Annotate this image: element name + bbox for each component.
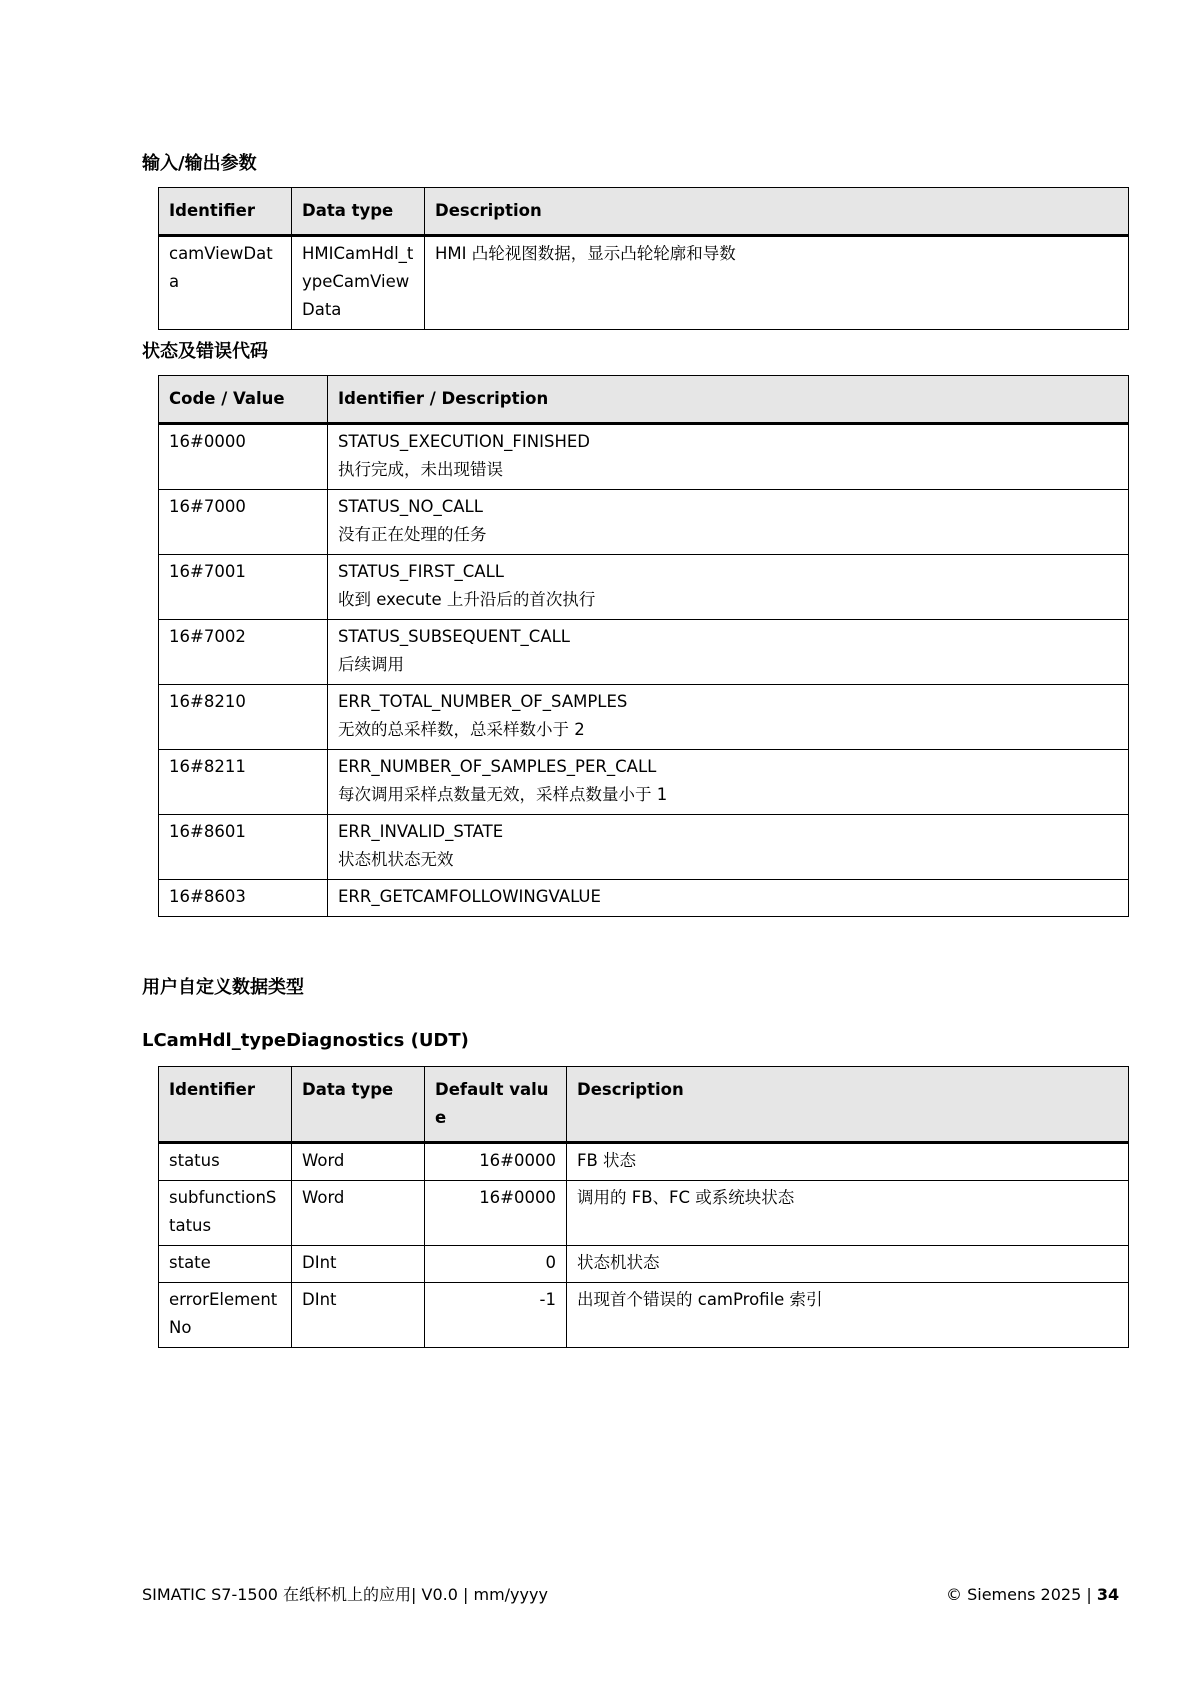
status-identifier: ERR_GETCAMFOLLOWINGVALUE — [338, 887, 601, 906]
data-type-cell: HMICamHdl_typeCamViewData — [292, 236, 425, 330]
status-identifier: ERR_NUMBER_OF_SAMPLES_PER_CALL — [338, 757, 657, 776]
status-description: 执行完成，未出现错误 — [338, 460, 503, 479]
default-value-cell: 16#0000 — [425, 1181, 567, 1246]
status-description: 无效的总采样数，总采样数小于 2 — [338, 720, 585, 739]
code-cell: 16#8603 — [159, 880, 328, 917]
column-header: Identifier / Description — [328, 376, 1129, 424]
column-header: Code / Value — [159, 376, 328, 424]
description-cell: FB 状态 — [567, 1143, 1129, 1181]
status-description: 状态机状态无效 — [338, 850, 454, 869]
table-header-row — [159, 188, 1129, 236]
footer-copyright: © Siemens 2025 | — [946, 1585, 1097, 1604]
io-params-heading: 输入/输出参数 — [142, 153, 257, 174]
data-type-cell: Word — [292, 1143, 425, 1181]
identifier-cell: errorElementNo — [159, 1283, 292, 1348]
udt-subheading: LCamHdl_typeDiagnostics (UDT) — [142, 1030, 469, 1051]
identifier-description-cell — [328, 750, 1129, 815]
status-identifier: STATUS_SUBSEQUENT_CALL — [338, 627, 570, 646]
table-row — [159, 424, 1129, 490]
identifier-cell: state — [159, 1246, 292, 1283]
identifier-cell: subfunctionStatus — [159, 1181, 292, 1246]
code-cell: 16#8210 — [159, 685, 328, 750]
status-identifier: ERR_INVALID_STATE — [338, 822, 504, 841]
code-cell: 16#8211 — [159, 750, 328, 815]
status-description: 收到 execute 上升沿后的首次执行 — [338, 590, 596, 609]
status-codes-heading: 状态及错误代码 — [142, 341, 268, 362]
column-header: Default value — [425, 1067, 567, 1143]
udt-heading: 用户自定义数据类型 — [142, 977, 304, 998]
data-type-cell: DInt — [292, 1246, 425, 1283]
status-description: 没有正在处理的任务 — [338, 525, 487, 544]
table-header-row — [159, 1067, 1129, 1143]
identifier-description-cell — [328, 424, 1129, 490]
data-type-cell: DInt — [292, 1283, 425, 1348]
code-cell: 16#7002 — [159, 620, 328, 685]
code-cell: 16#7001 — [159, 555, 328, 620]
table-row — [159, 236, 1129, 330]
identifier-cell: camViewData — [159, 236, 292, 330]
table-row — [159, 815, 1129, 880]
table-row — [159, 1283, 1129, 1348]
status-description: 后续调用 — [338, 655, 404, 674]
table-header-row — [159, 376, 1129, 424]
code-cell: 16#7000 — [159, 490, 328, 555]
table-row — [159, 620, 1129, 685]
table-row — [159, 750, 1129, 815]
table-row — [159, 555, 1129, 620]
identifier-description-cell — [328, 620, 1129, 685]
identifier-description-cell — [328, 490, 1129, 555]
footer-document-info: SIMATIC S7-1500 在纸杯机上的应用| V0.0 | mm/yyyy — [142, 1585, 548, 1604]
column-header: Description — [567, 1067, 1129, 1143]
udt-table — [158, 1066, 1129, 1348]
status-description: 每次调用采样点数量无效，采样点数量小于 1 — [338, 785, 668, 804]
code-cell: 16#0000 — [159, 424, 328, 490]
identifier-description-cell — [328, 555, 1129, 620]
identifier-description-cell — [328, 880, 1129, 917]
description-cell: HMI 凸轮视图数据，显示凸轮轮廓和导数 — [425, 236, 1129, 330]
page-number: 34 — [1096, 1585, 1120, 1604]
identifier-description-cell — [328, 685, 1129, 750]
identifier-description-cell — [328, 815, 1129, 880]
default-value-cell: 16#0000 — [425, 1143, 567, 1181]
status-identifier: STATUS_EXECUTION_FINISHED — [338, 432, 591, 451]
description-cell: 状态机状态 — [567, 1246, 1129, 1283]
column-header: Identifier — [159, 188, 292, 236]
status-codes-table — [158, 375, 1129, 917]
status-identifier: STATUS_NO_CALL — [338, 497, 483, 516]
table-row — [159, 1143, 1129, 1181]
status-identifier: STATUS_FIRST_CALL — [338, 562, 504, 581]
column-header: Data type — [292, 188, 425, 236]
identifier-cell: status — [159, 1143, 292, 1181]
table-row — [159, 1246, 1129, 1283]
description-cell: 调用的 FB、FC 或系统块状态 — [567, 1181, 1129, 1246]
column-header: Data type — [292, 1067, 425, 1143]
column-header: Description — [425, 188, 1129, 236]
table-row — [159, 880, 1129, 917]
description-cell: 出现首个错误的 camProfile 索引 — [567, 1283, 1129, 1348]
table-row — [159, 685, 1129, 750]
default-value-cell: -1 — [425, 1283, 567, 1348]
data-type-cell: Word — [292, 1181, 425, 1246]
table-row — [159, 1181, 1129, 1246]
status-identifier: ERR_TOTAL_NUMBER_OF_SAMPLES — [338, 692, 628, 711]
default-value-cell: 0 — [425, 1246, 567, 1283]
footer-copyright-block — [946, 1584, 1119, 1606]
column-header: Identifier — [159, 1067, 292, 1143]
io-params-table — [158, 187, 1129, 330]
code-cell: 16#8601 — [159, 815, 328, 880]
table-row — [159, 490, 1129, 555]
